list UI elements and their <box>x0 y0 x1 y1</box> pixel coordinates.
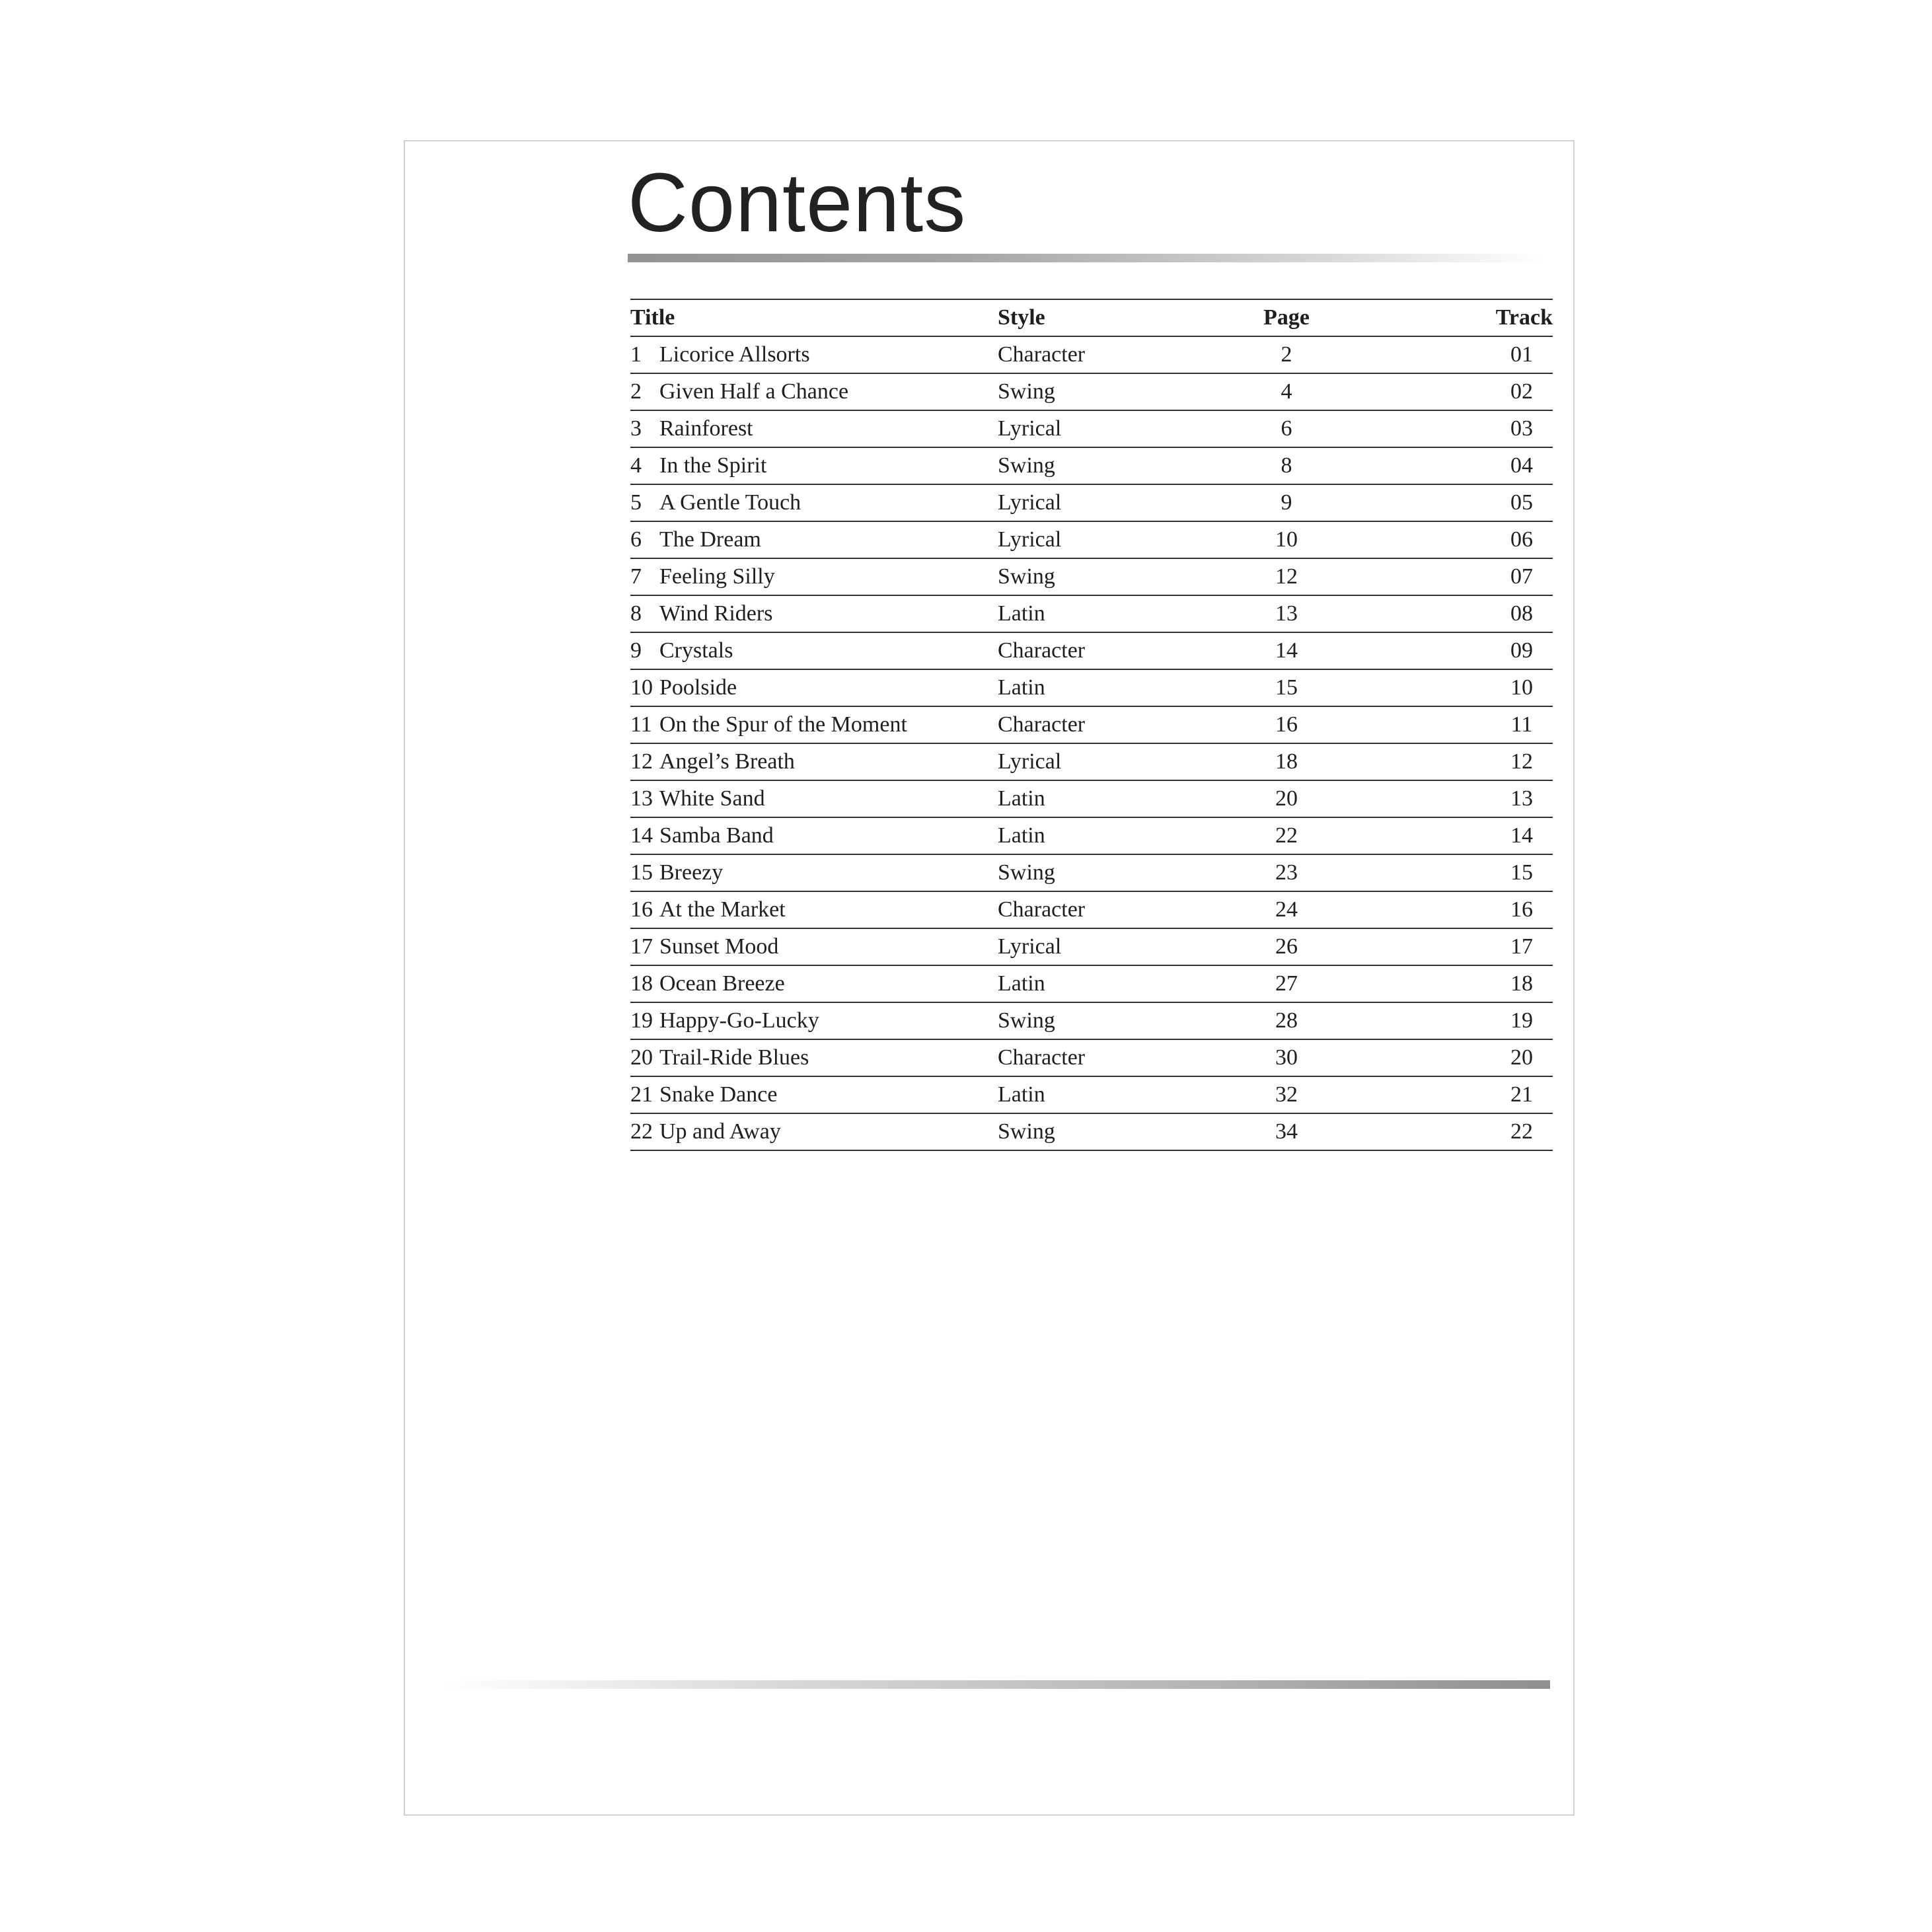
table-row <box>630 1076 1553 1113</box>
piece-number: 20 <box>630 1045 653 1070</box>
piece-page-number: 10 <box>1238 521 1335 558</box>
table-row <box>630 484 1553 521</box>
piece-track-cell <box>1460 410 1553 447</box>
column-spacer <box>1335 521 1460 558</box>
piece-style: Character <box>998 336 1238 373</box>
table-row <box>630 1113 1553 1150</box>
table-row <box>630 1039 1553 1076</box>
column-spacer <box>1335 854 1460 891</box>
piece-style: Swing <box>998 373 1238 410</box>
piece-track-number: 12 <box>1510 749 1533 774</box>
column-header-title: Title <box>630 299 998 336</box>
column-spacer <box>1335 558 1460 595</box>
footer-bar <box>443 1680 1550 1689</box>
piece-title: Crystals <box>659 638 733 663</box>
piece-title: Feeling Silly <box>659 564 775 589</box>
piece-page-number: 6 <box>1238 410 1335 447</box>
piece-style: Lyrical <box>998 484 1238 521</box>
table-row <box>630 928 1553 965</box>
column-spacer <box>1335 1113 1460 1150</box>
piece-number: 13 <box>630 786 653 811</box>
column-spacer <box>1335 336 1460 373</box>
piece-title: Poolside <box>659 675 737 700</box>
column-spacer <box>1335 299 1460 336</box>
column-spacer <box>1335 373 1460 410</box>
piece-track-number: 18 <box>1510 971 1533 996</box>
piece-number: 18 <box>630 971 653 996</box>
piece-track-number: 04 <box>1510 453 1533 478</box>
piece-track-cell <box>1460 780 1553 817</box>
piece-style: Latin <box>998 1076 1238 1113</box>
piece-number: 2 <box>630 379 642 404</box>
column-spacer <box>1335 706 1460 743</box>
piece-page-number: 22 <box>1238 817 1335 854</box>
piece-title: In the Spirit <box>659 453 767 478</box>
piece-page-number: 12 <box>1238 558 1335 595</box>
piece-page-number: 28 <box>1238 1002 1335 1039</box>
piece-number: 6 <box>630 527 642 552</box>
piece-title-cell <box>630 743 998 780</box>
piece-title: At the Market <box>659 897 786 922</box>
piece-title: Breezy <box>659 860 724 885</box>
piece-page-number: 24 <box>1238 891 1335 928</box>
piece-style: Swing <box>998 1002 1238 1039</box>
piece-title-cell <box>630 965 998 1002</box>
piece-number: 10 <box>630 675 653 700</box>
piece-style: Lyrical <box>998 521 1238 558</box>
piece-number: 5 <box>630 490 642 515</box>
piece-style: Latin <box>998 595 1238 632</box>
piece-number: 4 <box>630 453 642 478</box>
piece-track-number: 07 <box>1510 564 1533 589</box>
piece-number: 19 <box>630 1008 653 1033</box>
piece-title-cell <box>630 1076 998 1113</box>
piece-page-number: 18 <box>1238 743 1335 780</box>
piece-page-number: 16 <box>1238 706 1335 743</box>
piece-page-number: 13 <box>1238 595 1335 632</box>
piece-page-number: 20 <box>1238 780 1335 817</box>
table-row <box>630 743 1553 780</box>
piece-number: 11 <box>630 712 652 737</box>
piece-track-number: 03 <box>1510 416 1533 441</box>
piece-number: 22 <box>630 1119 653 1144</box>
piece-track-number: 06 <box>1510 527 1533 552</box>
table-row <box>630 817 1553 854</box>
page-title: Contents <box>628 156 967 249</box>
piece-track-cell <box>1460 1039 1553 1076</box>
piece-style: Lyrical <box>998 410 1238 447</box>
piece-track-cell <box>1460 595 1553 632</box>
piece-title: Ocean Breeze <box>659 971 785 996</box>
table-row <box>630 780 1553 817</box>
piece-style: Character <box>998 706 1238 743</box>
column-spacer <box>1335 447 1460 484</box>
table-row <box>630 595 1553 632</box>
piece-title: Rainforest <box>659 416 753 441</box>
piece-track-cell <box>1460 373 1553 410</box>
piece-page-number: 9 <box>1238 484 1335 521</box>
piece-number: 8 <box>630 601 642 626</box>
piece-page-number: 27 <box>1238 965 1335 1002</box>
piece-title-cell <box>630 891 998 928</box>
piece-title-cell <box>630 1002 998 1039</box>
piece-page-number: 14 <box>1238 632 1335 669</box>
column-spacer <box>1335 928 1460 965</box>
column-spacer <box>1335 817 1460 854</box>
piece-track-number: 21 <box>1510 1082 1533 1107</box>
piece-number: 14 <box>630 823 653 848</box>
piece-title: On the Spur of the Moment <box>659 712 907 737</box>
piece-title-cell <box>630 410 998 447</box>
contents-table <box>630 299 1553 1151</box>
table-row <box>630 854 1553 891</box>
piece-track-cell <box>1460 1113 1553 1150</box>
piece-number: 7 <box>630 564 642 589</box>
piece-title: Sunset Mood <box>659 934 779 959</box>
piece-track-cell <box>1460 1076 1553 1113</box>
table-row <box>630 558 1553 595</box>
table-row <box>630 336 1553 373</box>
piece-style: Swing <box>998 1113 1238 1150</box>
piece-track-number: 13 <box>1510 786 1533 811</box>
piece-track-cell <box>1460 706 1553 743</box>
piece-title-cell <box>630 854 998 891</box>
piece-title: Snake Dance <box>659 1082 778 1107</box>
piece-track-number: 20 <box>1510 1045 1533 1070</box>
piece-title: Licorice Allsorts <box>659 342 810 367</box>
piece-page-number: 32 <box>1238 1076 1335 1113</box>
piece-title-cell <box>630 1039 998 1076</box>
piece-number: 3 <box>630 416 642 441</box>
piece-title-cell <box>630 780 998 817</box>
piece-track-number: 16 <box>1510 897 1533 922</box>
piece-page-number: 8 <box>1238 447 1335 484</box>
column-spacer <box>1335 965 1460 1002</box>
column-spacer <box>1335 1076 1460 1113</box>
column-spacer <box>1335 891 1460 928</box>
piece-title: A Gentle Touch <box>659 490 801 515</box>
table-row <box>630 373 1553 410</box>
table-row <box>630 521 1553 558</box>
piece-title: Trail-Ride Blues <box>659 1045 809 1070</box>
piece-number: 15 <box>630 860 653 885</box>
piece-style: Lyrical <box>998 928 1238 965</box>
column-spacer <box>1335 743 1460 780</box>
piece-style: Latin <box>998 669 1238 706</box>
table-row <box>630 447 1553 484</box>
table-row <box>630 706 1553 743</box>
piece-track-cell <box>1460 965 1553 1002</box>
piece-track-cell <box>1460 336 1553 373</box>
piece-number: 1 <box>630 342 642 367</box>
table-row <box>630 632 1553 669</box>
piece-title: Up and Away <box>659 1119 781 1144</box>
piece-number: 17 <box>630 934 653 959</box>
piece-number: 16 <box>630 897 653 922</box>
piece-page-number: 15 <box>1238 669 1335 706</box>
piece-title-cell <box>630 558 998 595</box>
column-spacer <box>1335 632 1460 669</box>
piece-track-cell <box>1460 891 1553 928</box>
piece-track-number: 01 <box>1510 342 1533 367</box>
column-header-page: Page <box>1238 299 1335 336</box>
piece-track-cell <box>1460 743 1553 780</box>
piece-track-number: 02 <box>1510 379 1533 404</box>
piece-title-cell <box>630 706 998 743</box>
piece-track-number: 14 <box>1510 823 1533 848</box>
piece-number: 12 <box>630 749 653 774</box>
piece-title-cell <box>630 521 998 558</box>
piece-style: Swing <box>998 558 1238 595</box>
piece-track-cell <box>1460 484 1553 521</box>
piece-style: Character <box>998 891 1238 928</box>
piece-page-number: 4 <box>1238 373 1335 410</box>
piece-title: White Sand <box>659 786 765 811</box>
piece-track-cell <box>1460 558 1553 595</box>
piece-track-number: 05 <box>1510 490 1533 515</box>
piece-track-number: 15 <box>1510 860 1533 885</box>
piece-style: Character <box>998 1039 1238 1076</box>
piece-style: Character <box>998 632 1238 669</box>
table-row <box>630 1002 1553 1039</box>
piece-track-cell <box>1460 854 1553 891</box>
column-header-style: Style <box>998 299 1238 336</box>
title-underline-bar <box>628 254 1543 262</box>
table-row <box>630 891 1553 928</box>
piece-title-cell <box>630 669 998 706</box>
piece-title: The Dream <box>659 527 761 552</box>
piece-title-cell <box>630 928 998 965</box>
piece-track-number: 10 <box>1510 675 1533 700</box>
piece-title-cell <box>630 373 998 410</box>
piece-title-cell <box>630 817 998 854</box>
piece-page-number: 26 <box>1238 928 1335 965</box>
piece-track-cell <box>1460 817 1553 854</box>
piece-title-cell <box>630 632 998 669</box>
column-spacer <box>1335 1002 1460 1039</box>
piece-track-number: 08 <box>1510 601 1533 626</box>
piece-page-number: 30 <box>1238 1039 1335 1076</box>
piece-title-cell <box>630 1113 998 1150</box>
piece-title: Samba Band <box>659 823 774 848</box>
piece-title: Wind Riders <box>659 601 773 626</box>
piece-track-cell <box>1460 669 1553 706</box>
piece-track-number: 19 <box>1510 1008 1533 1033</box>
column-spacer <box>1335 410 1460 447</box>
piece-number: 21 <box>630 1082 653 1107</box>
piece-title: Angel’s Breath <box>659 749 795 774</box>
column-spacer <box>1335 484 1460 521</box>
table-row <box>630 410 1553 447</box>
contents-table-body <box>630 336 1553 1150</box>
piece-title-cell <box>630 336 998 373</box>
piece-track-cell <box>1460 447 1553 484</box>
piece-track-cell <box>1460 632 1553 669</box>
column-spacer <box>1335 780 1460 817</box>
piece-title-cell <box>630 484 998 521</box>
piece-track-cell <box>1460 521 1553 558</box>
piece-style: Latin <box>998 817 1238 854</box>
piece-track-number: 22 <box>1510 1119 1533 1144</box>
table-header-row <box>630 299 1553 336</box>
piece-style: Latin <box>998 780 1238 817</box>
piece-number: 9 <box>630 638 642 663</box>
column-spacer <box>1335 669 1460 706</box>
piece-page-number: 34 <box>1238 1113 1335 1150</box>
piece-page-number: 23 <box>1238 854 1335 891</box>
piece-style: Latin <box>998 965 1238 1002</box>
table-row <box>630 965 1553 1002</box>
piece-title-cell <box>630 447 998 484</box>
piece-title: Given Half a Chance <box>659 379 849 404</box>
piece-page-number: 2 <box>1238 336 1335 373</box>
piece-title-cell <box>630 595 998 632</box>
piece-style: Swing <box>998 854 1238 891</box>
piece-style: Lyrical <box>998 743 1238 780</box>
piece-track-cell <box>1460 1002 1553 1039</box>
column-header-track: Track <box>1460 299 1553 336</box>
column-spacer <box>1335 1039 1460 1076</box>
piece-style: Swing <box>998 447 1238 484</box>
table-row <box>630 669 1553 706</box>
piece-track-cell <box>1460 928 1553 965</box>
piece-track-number: 09 <box>1510 638 1533 663</box>
piece-track-number: 17 <box>1510 934 1533 959</box>
column-spacer <box>1335 595 1460 632</box>
piece-track-number: 11 <box>1510 712 1533 737</box>
piece-title: Happy-Go-Lucky <box>659 1008 819 1033</box>
